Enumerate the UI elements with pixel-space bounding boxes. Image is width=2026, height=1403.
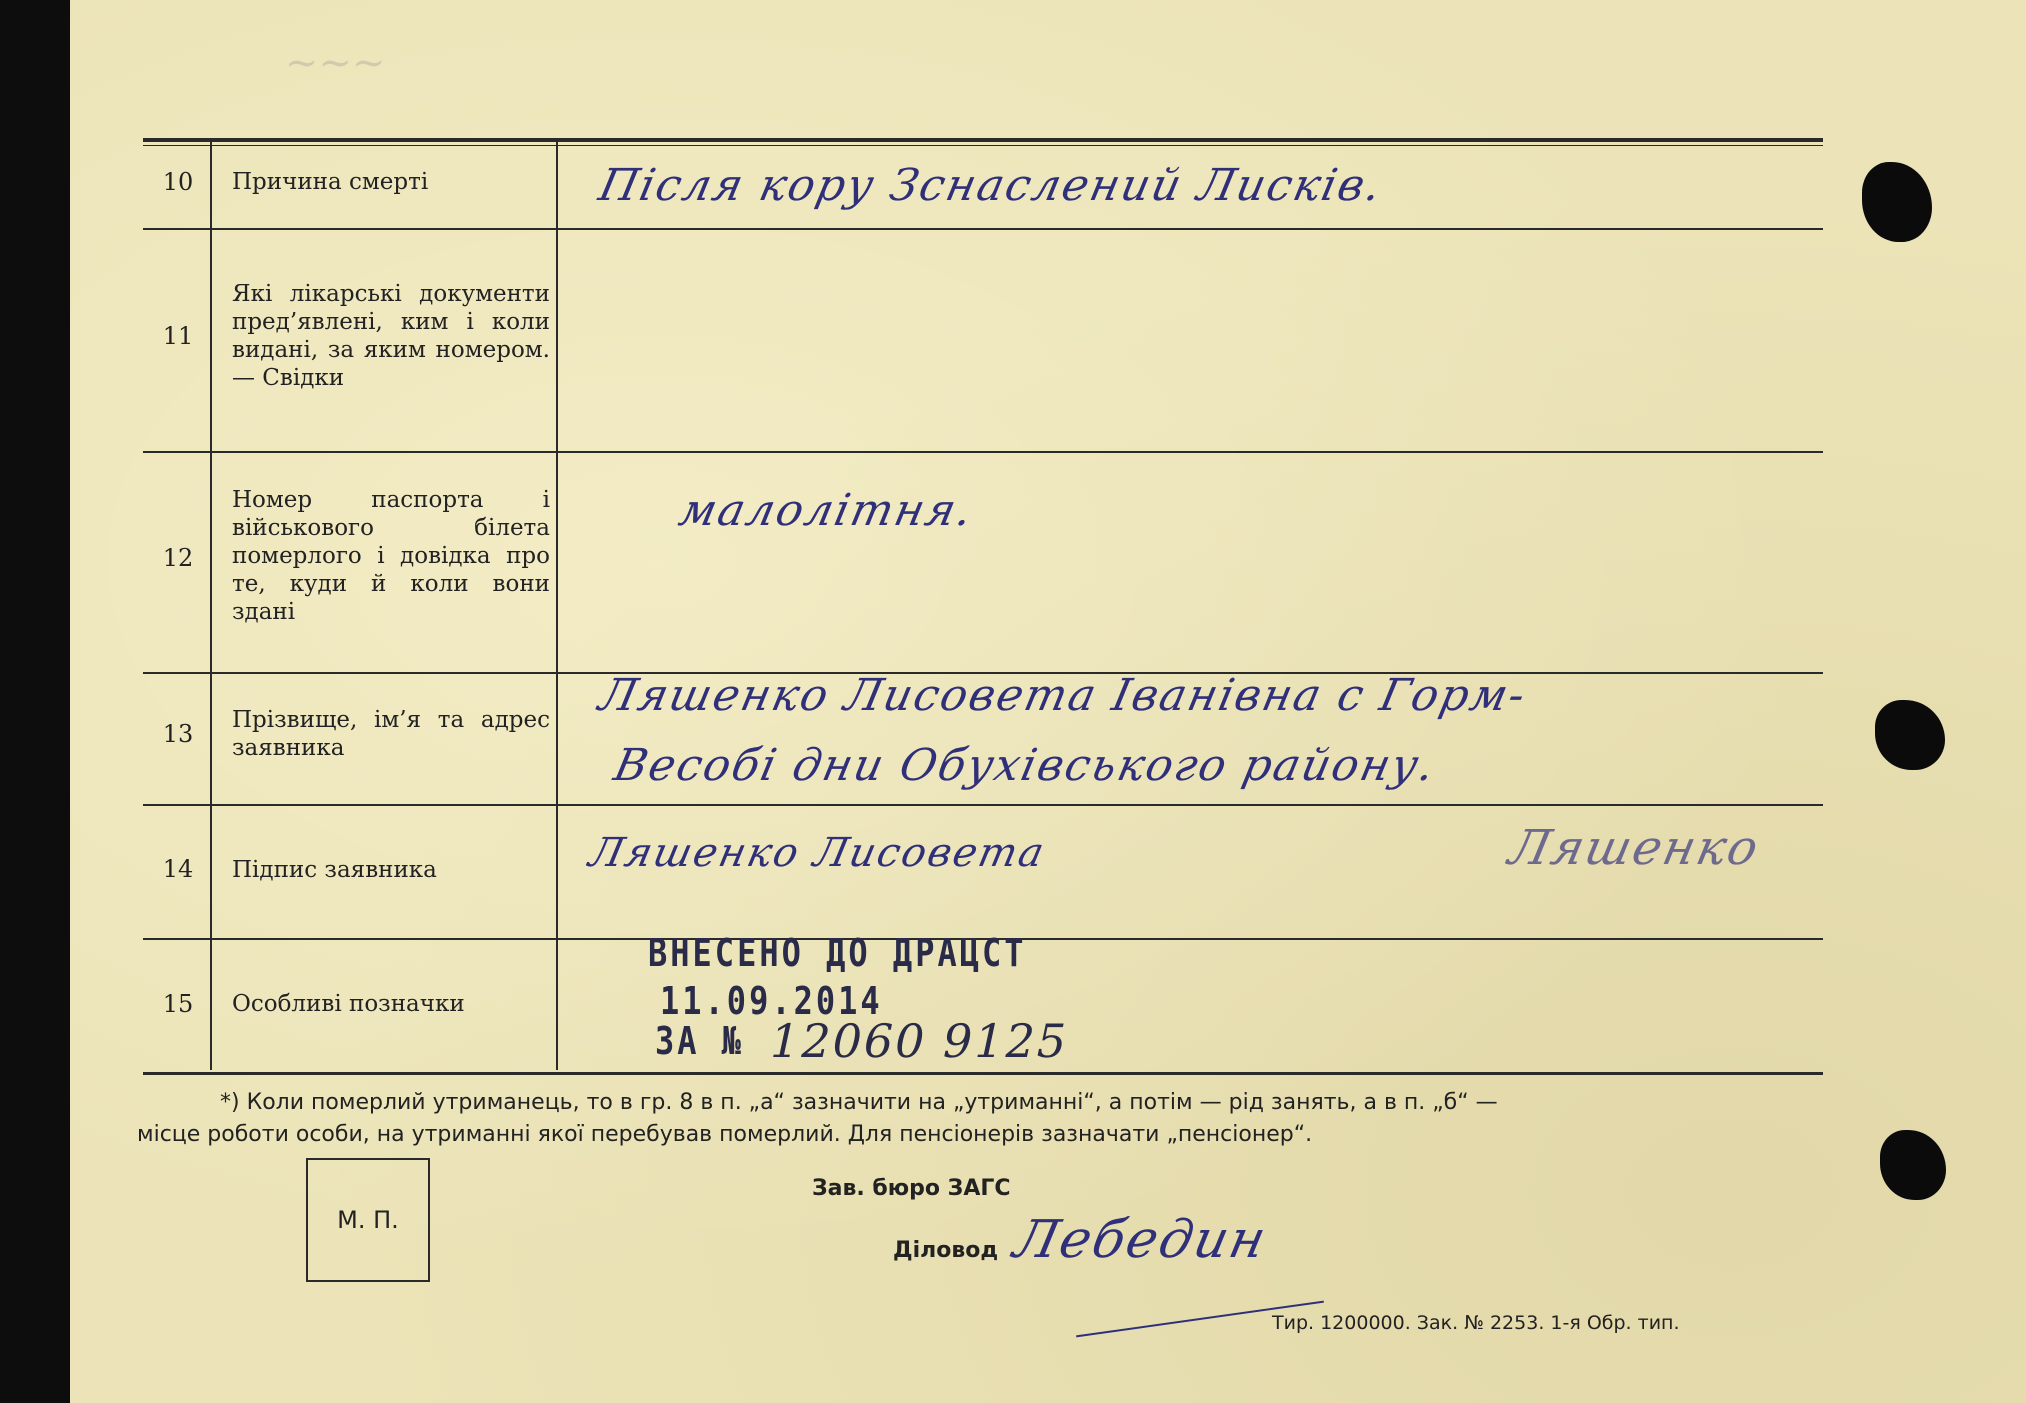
scan-edge [0,0,80,1403]
clerk-signature: Лебедин [1008,1210,1273,1270]
handwritten-applicant-line2: Весобі дни Обухівського району. [609,740,1441,791]
row-number: 11 [162,322,194,350]
table-bottom-border [143,1072,1823,1075]
row-label-special-notes: Особливі позначки [232,991,465,1017]
row-number: 14 [162,855,194,883]
applicant-signature: Ляшенко Лисовета [585,830,1050,876]
row-label-medical-documents: Які лікарські документи пред’явлені, ким і коли видані, за яким номером. — Свідки [232,281,550,391]
row-label-applicant-signature: Підпис заявника [232,857,437,883]
clerk-label: Діловод [893,1238,999,1263]
seal-placeholder-label: М. П. [337,1206,399,1234]
row-label-passport: Номер паспорта і військового білета померлого і довідка про те, куди й коли вони здані [232,487,550,625]
row-divider [143,804,1823,806]
footnote-line1: *) Коли померлий утриманець, то в гр. 8 в п. „а“ зазначити на „утриманні“, а потім — рід занять, а в п. „б“ — [220,1090,1498,1115]
registry-number: 12060 9125 [764,1014,1074,1068]
row-label-applicant: Прізвище, ім’я та адрес заявника [232,707,550,761]
applicant-signature-pencil: Ляшенко [1504,820,1765,876]
row-number: 13 [162,720,194,748]
row-divider [143,228,1823,230]
handwritten-passport-note: малолітня. [674,485,979,536]
footnote-line2: місце роботи особи, на утриманні якої перебував померлий. Для пенсіонерів зазначати „пенсіонер“. [137,1122,1313,1147]
row-number: 10 [162,168,194,196]
handwritten-cause: Після кору Зснаслений Лисків. [594,160,1388,211]
registry-stamp-number-label: ЗА № [655,1018,745,1064]
faded-marking: ~~~ [285,40,386,86]
registry-stamp-date: 11.09.2014 [660,978,883,1024]
table-top-border [143,138,1823,142]
print-info: Тир. 1200000. Зак. № 2253. 1-я Обр. тип. [1272,1312,1680,1334]
table-top-border-thin [143,145,1823,146]
col-divider-num [210,140,212,1070]
handwritten-applicant-line1: Ляшенко Лисовета Іванівна с Горм- [594,670,1532,721]
registry-stamp-line1: ВНЕСЕНО ДО ДРАЦСТ [648,930,1027,976]
row-number: 12 [162,544,194,572]
row-divider [143,451,1823,453]
row-label-cause-of-death: Причина смерті [232,169,429,195]
seal-placeholder [306,1158,430,1282]
col-divider-label [556,140,558,1070]
row-number: 15 [162,990,194,1018]
head-of-registry-label: Зав. бюро ЗАГС [812,1176,1011,1201]
